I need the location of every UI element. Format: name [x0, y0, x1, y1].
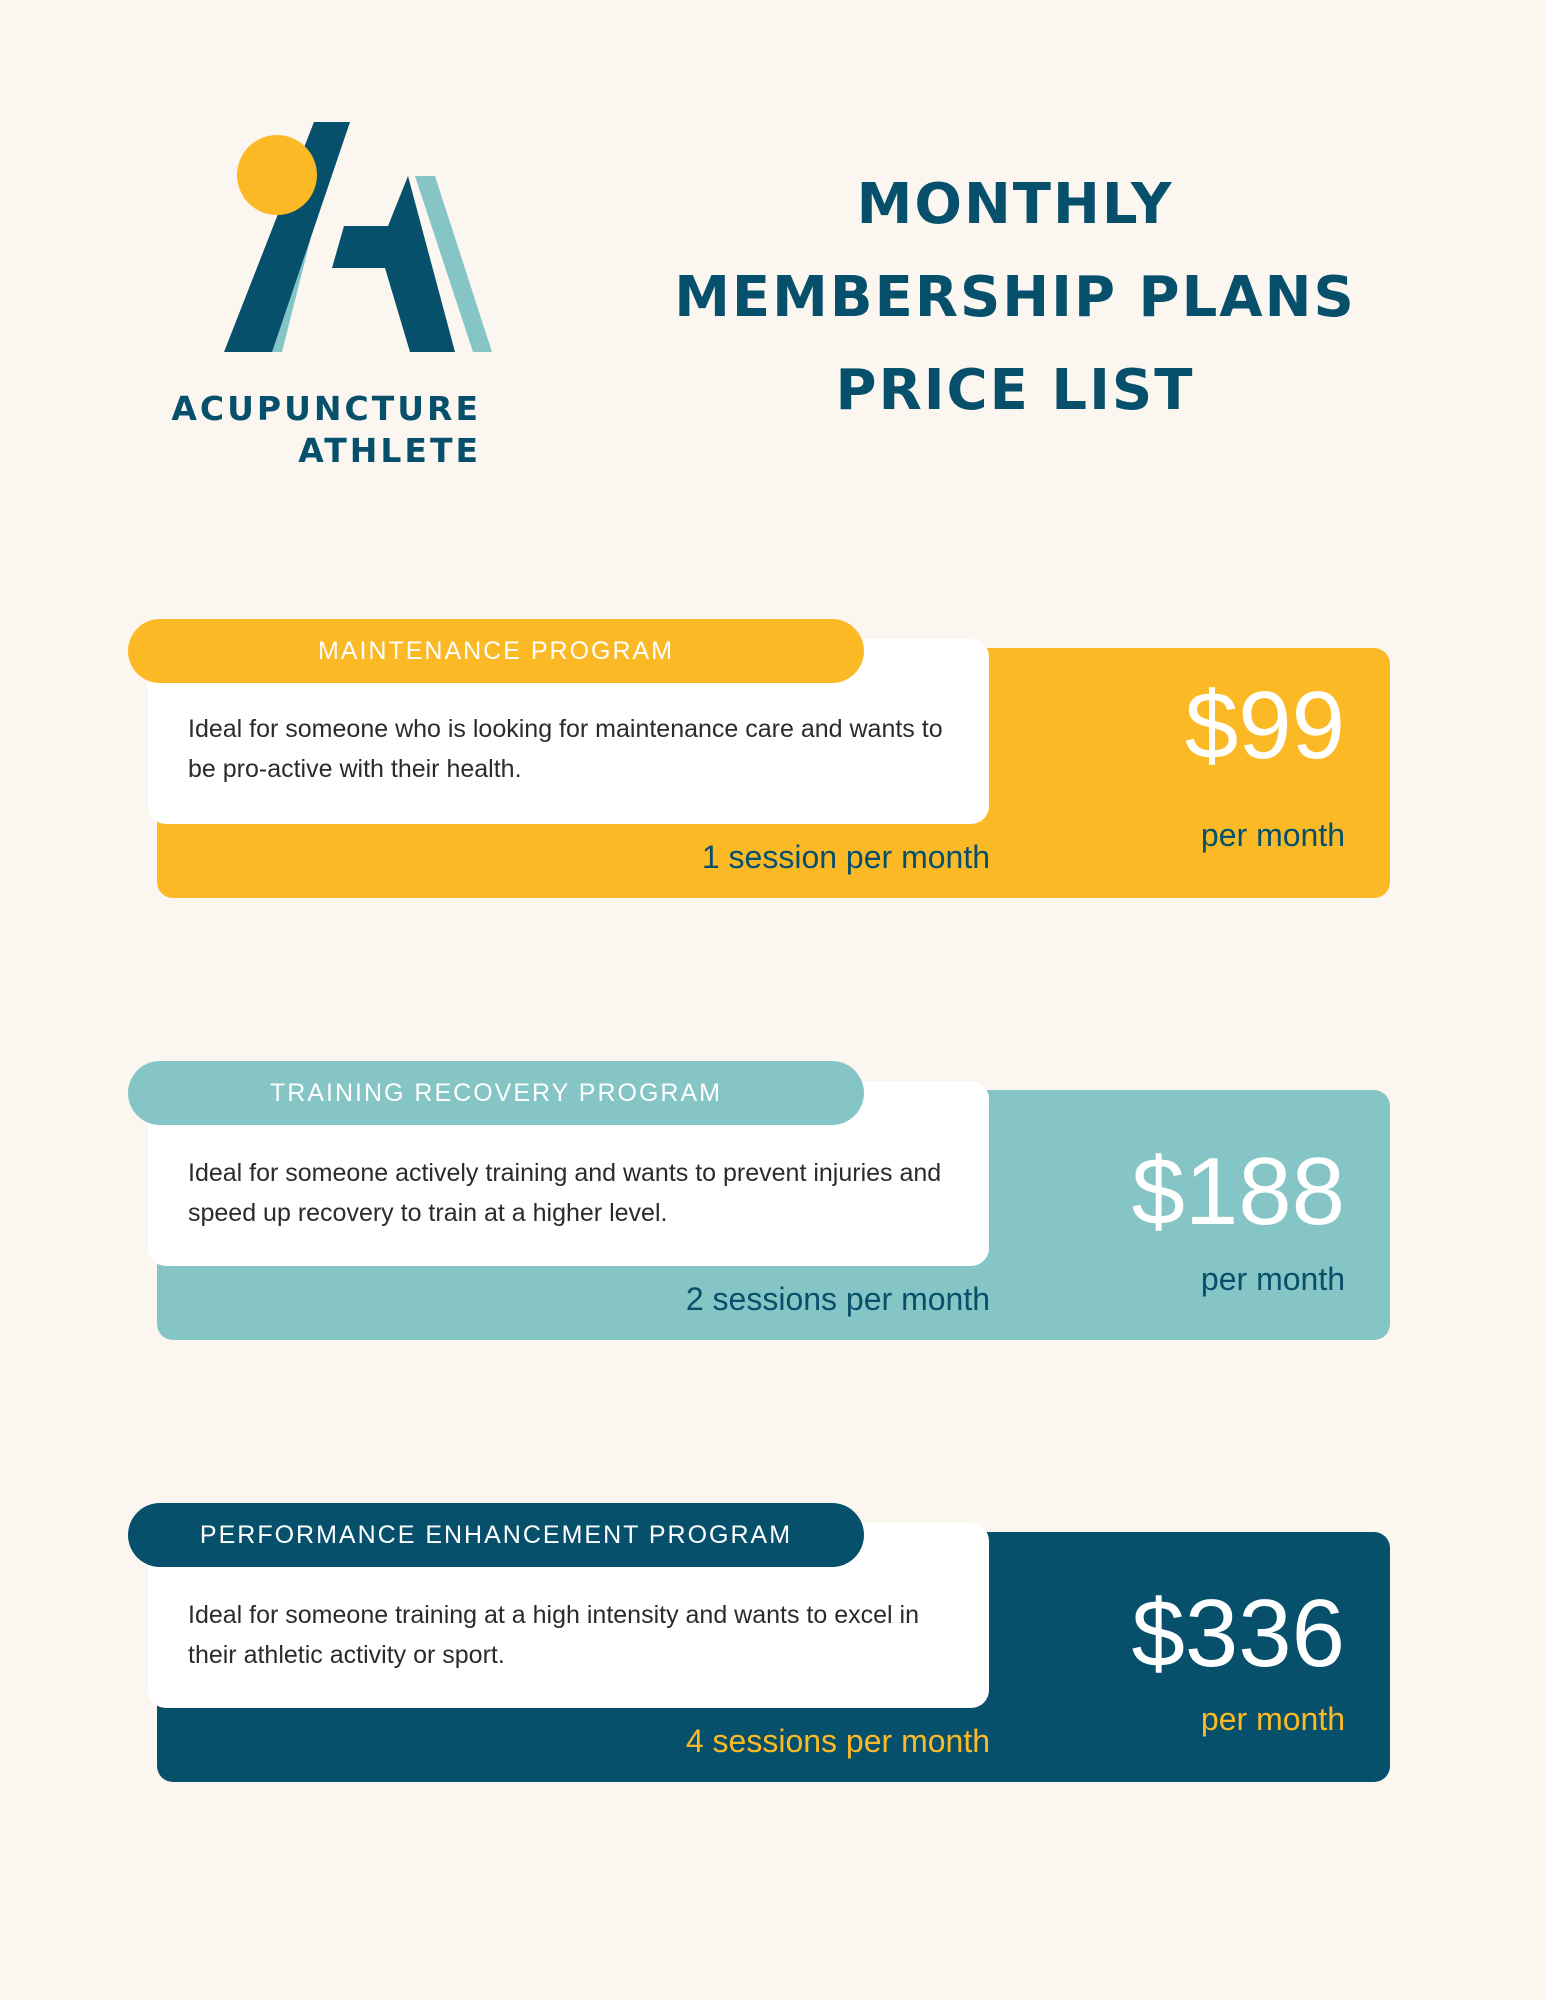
page-title: [640, 158, 1390, 437]
plan-sessions: 1 session per month: [701, 839, 990, 875]
plan-price: $99: [1184, 672, 1345, 779]
brand-name: [171, 388, 481, 472]
brand-name-line2: ATHLETE: [298, 431, 481, 470]
page-title-line1: MONTHLY: [856, 172, 1174, 237]
plan-price-period: per month: [1200, 1701, 1345, 1737]
brand-name-line1: ACUPUNCTURE: [171, 389, 481, 428]
plan-name-tab: PERFORMANCE ENHANCEMENT PROGRAM: [128, 1503, 864, 1567]
plan-description: Ideal for someone actively training and wants to prevent injuries and speed up recovery to train at a higher level.: [188, 1159, 942, 1227]
plan-card-performance-enhancement: [0, 1503, 1545, 1783]
plan-card-training-recovery: [0, 1061, 1545, 1341]
plan-sessions: 2 sessions per month: [685, 1281, 990, 1317]
plan-sessions: 4 sessions per month: [685, 1723, 990, 1759]
plan-price-period: per month: [1200, 817, 1345, 853]
page-title-line3: PRICE LIST: [835, 358, 1195, 423]
acupuncture-athlete-logo-icon: [220, 118, 500, 358]
plan-name-tab: TRAINING RECOVERY PROGRAM: [128, 1061, 864, 1125]
plan-description: Ideal for someone training at a high intensity and wants to excel in their athletic activity or sport.: [188, 1601, 919, 1669]
plan-price: $336: [1131, 1580, 1345, 1687]
plan-price: $188: [1131, 1138, 1345, 1245]
brand-logo: [171, 118, 500, 478]
plan-price-period: per month: [1200, 1261, 1345, 1297]
plan-description: Ideal for someone who is looking for maintenance care and wants to be pro-active with their health.: [188, 715, 943, 783]
plan-card-maintenance: [0, 619, 1545, 899]
plan-name-tab: MAINTENANCE PROGRAM: [128, 619, 864, 683]
page-title-line2: MEMBERSHIP PLANS: [674, 265, 1356, 330]
